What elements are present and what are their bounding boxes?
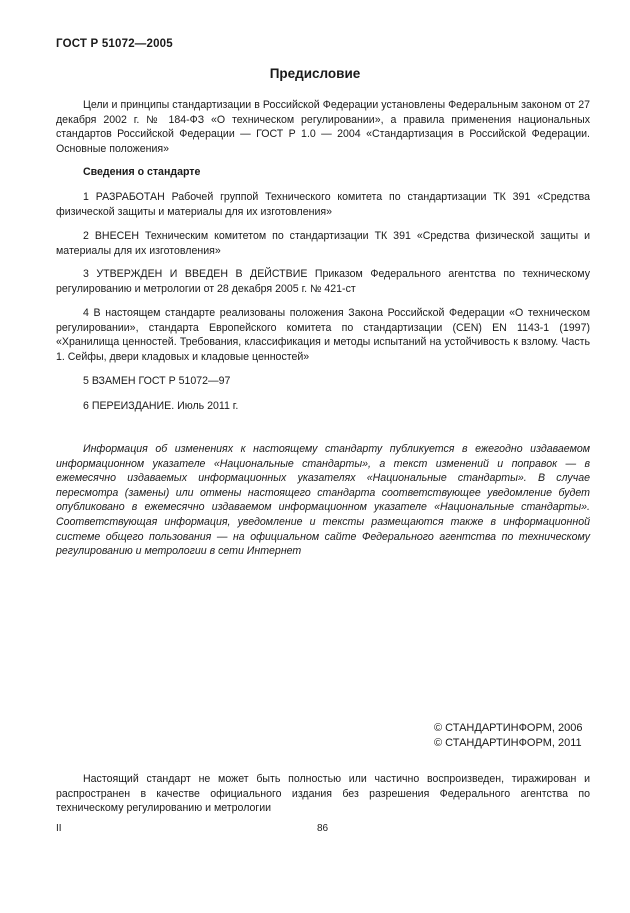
item-2: 2 ВНЕСЕН Техническим комитетом по стандартизации ТК 391 «Средства физической защиты и материалы для их изготовления» (56, 230, 590, 257)
intro-paragraph: Цели и принципы стандартизации в Российской Федерации установлены Федеральным законом от 27 декабря 2002 г. № 184-ФЗ «О техническом регулировании», а правила применения национальных стандартов Российской Федерации — ГОСТ Р 1.0 — 2004 «Стандартизация в Российской Федерации. Основные положения» (56, 99, 590, 155)
document-id: ГОСТ Р 51072—2005 (56, 38, 173, 50)
info-notice: Информация об изменениях к настоящему стандарту публикуется в ежегодно издаваемом информационном указателе «Национальные стандарты», а текст изменений и поправок — в ежемесячно издаваемых информационных указателях «Национальные стандарты». В случае пересмотра (замены) или отмены настоящего стандарта соответствующее уведомление будет опубликовано в ежемесячно издаваемом информационном указателе «Национальные стандарты». Соответствующая информация, уведомление и тексты размещаются также в информационной системе общего пользования — на официальном сайте Федерального агентства по техническому регулированию и метрологии в сети Интернет (56, 443, 590, 558)
subheading: Сведения о стандарте (83, 166, 201, 178)
item-3: 3 УТВЕРЖДЕН И ВВЕДЕН В ДЕЙСТВИЕ Приказом Федерального агентства по техническому регулированию и метрологии от 28 декабря 2005 г. № 421-ст (56, 268, 590, 295)
item-6: 6 ПЕРЕИЗДАНИЕ. Июль 2011 г. (83, 400, 239, 412)
copyright-2006: © СТАНДАРТИНФОРМ, 2006 (434, 722, 583, 734)
item-4: 4 В настоящем стандарте реализованы положения Закона Российской Федерации «О техническом регулировании», стандарта Европейского комитета по стандартизации (CEN) EN 1143-1 (1997) «Хранилища ценностей. Требования, классификация и методы испытаний на устойчивость к взлому. Часть 1. Сейфы, двери кладовых и кладовые ценностей» (56, 307, 590, 363)
page-number: 86 (317, 823, 329, 834)
item-5: 5 ВЗАМЕН ГОСТ Р 51072—97 (83, 375, 231, 387)
reproduction-notice: Настоящий стандарт не может быть полностью или частично воспроизведен, тиражирован и распространен в качестве официального издания без разрешения Федерального агентства по техническому регулированию и метрологии (56, 773, 590, 815)
copyright-2011: © СТАНДАРТИНФОРМ, 2011 (434, 737, 582, 749)
page-title: Предисловие (269, 66, 361, 81)
item-1: 1 РАЗРАБОТАН Рабочей группой Технического комитета по стандартизации ТК 391 «Средства физической защиты и материалы для их изготовления» (56, 191, 590, 218)
roman-page-number: II (56, 823, 62, 834)
